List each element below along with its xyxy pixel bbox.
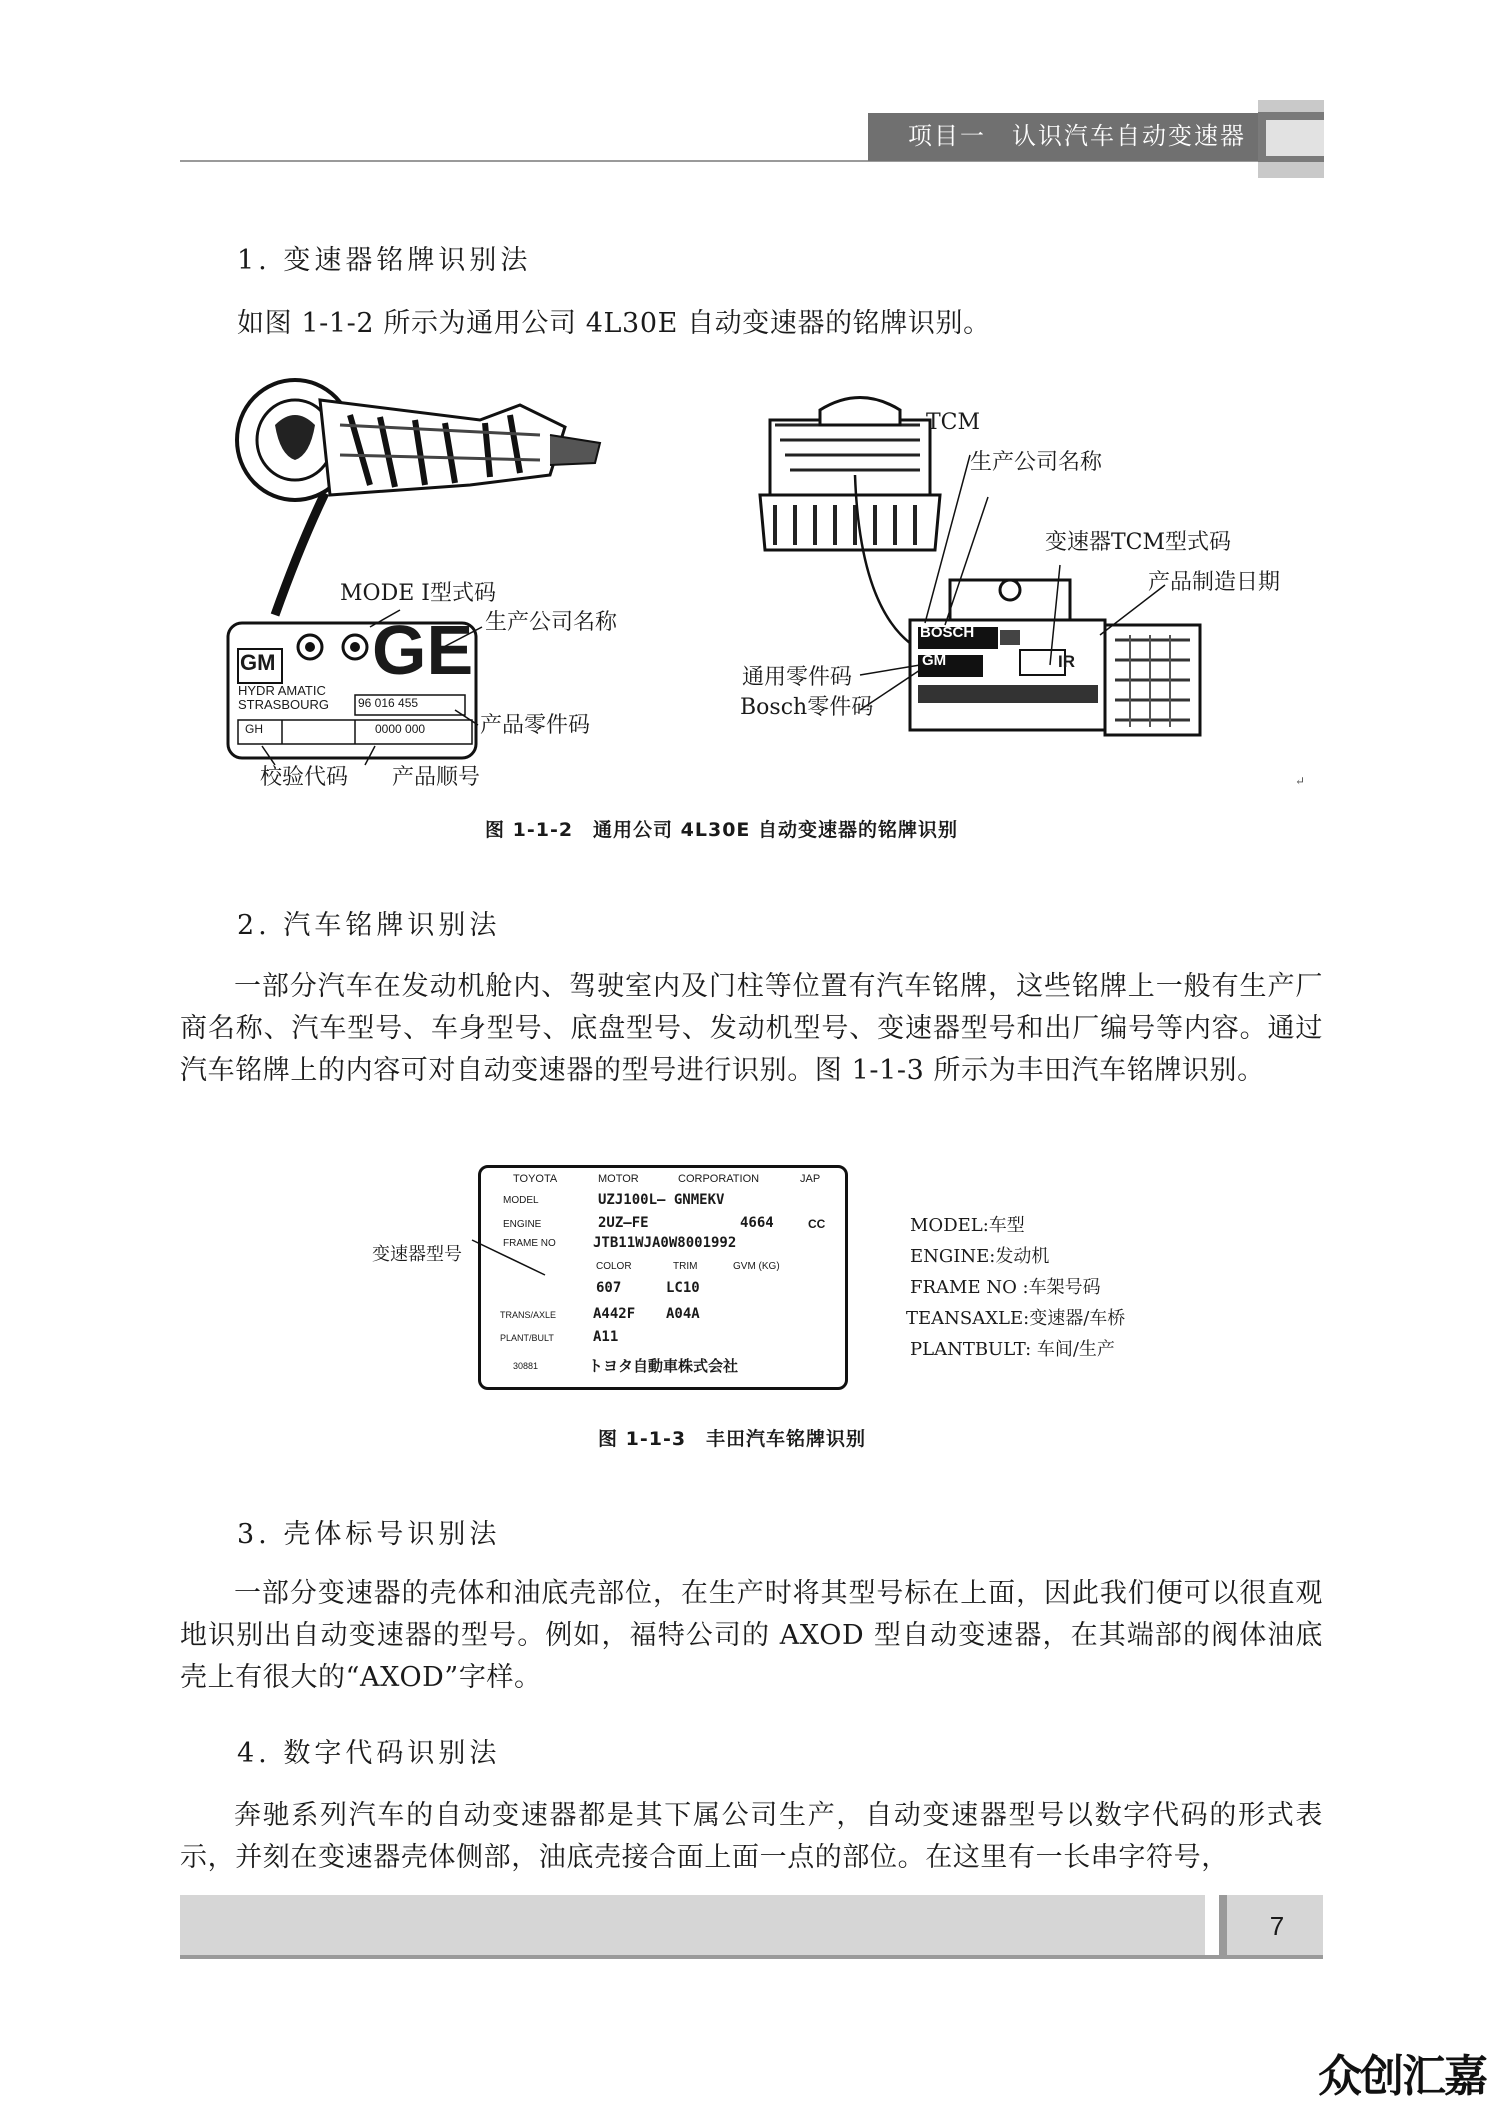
plate-model-label: MODEL — [503, 1195, 539, 1206]
footer-bar — [180, 1895, 1323, 1958]
plate-cc: CC — [808, 1217, 826, 1231]
section-2-paragraph: 一部分汽车在发动机舱内、驾驶室内及门柱等位置有汽车铭牌，这些铭牌上一般有生产厂商名称、汽车型号、车身型号、底盘型号、发动机型号、变速器型号和出厂编号等内容。通过汽车铭牌上的内容可对自动变速器的型号进行识别。图 1-1-3 所示为丰田汽车铭牌识别。 — [180, 971, 1323, 1086]
legend-frame: FRAME NO :车架号码 — [910, 1277, 1101, 1298]
section-3-heading: 3. 壳体标号识别法 — [237, 1519, 501, 1550]
plate-frame-label: FRAME NO — [503, 1238, 556, 1249]
footer-rule — [180, 1955, 1323, 1959]
label-part-no: 产品零件码 — [480, 713, 591, 738]
bosch-gm-mark: GM — [922, 652, 947, 669]
plate-trim-value: LC10 — [666, 1280, 700, 1296]
plate-trim-label: TRIM — [673, 1261, 698, 1272]
bosch-ir-mark: IR — [1058, 652, 1075, 671]
label-maker-right: 生产公司名称 — [970, 450, 1103, 475]
plate-engine-value: 2UZ–FE — [598, 1215, 649, 1231]
plate-number: 96 016 455 — [358, 696, 419, 710]
figure-2-legend — [906, 1210, 1126, 1365]
gm-logo: GM — [240, 650, 276, 675]
plate-trans-value-1: A442F — [593, 1306, 636, 1322]
plate-frame-value: JTB11WJA0W8001992 — [593, 1235, 737, 1251]
section-4-heading: 4. 数字代码识别法 — [237, 1738, 501, 1769]
bosch-module-illustration — [910, 580, 1200, 735]
label-transmission-model: 变速器型号 — [372, 1244, 462, 1265]
transmission-illustration — [237, 380, 600, 500]
legend-engine: ENGINE:发动机 — [910, 1246, 1050, 1267]
plate-footer-code: 30881 — [513, 1361, 539, 1371]
section-1-heading: 1. 变速器铭牌识别法 — [237, 245, 532, 276]
label-check-code: 校验代码 — [260, 765, 349, 790]
watermark-logo: 众创汇嘉 — [1318, 2051, 1486, 2102]
plate-model-value: UZJ100L– GNMEKV — [598, 1192, 725, 1208]
legend-plant: PLANTBULT: 车间/生产 — [910, 1339, 1115, 1360]
label-tcm: TCM — [926, 410, 981, 435]
footer-accent — [1219, 1895, 1227, 1958]
plate-plant-value: A11 — [593, 1329, 619, 1345]
ge-logo: GE — [372, 611, 474, 689]
legend-model: MODEL:车型 — [910, 1215, 1025, 1236]
bosch-logo: BOSCH — [920, 624, 975, 641]
toyota-plate-content — [478, 1165, 848, 1390]
svg-text:↵: ↵ — [1295, 774, 1306, 788]
plate-color-value: 607 — [596, 1280, 622, 1296]
section-1-paragraph: 如图 1-1-2 所示为通用公司 4L30E 自动变速器的铭牌识别。 — [237, 308, 991, 339]
plate-corporation: CORPORATION — [678, 1173, 760, 1185]
plate-color-label: COLOR — [596, 1261, 632, 1272]
plate-line-1: HYDR AMATIC — [238, 683, 326, 698]
page-number: 7 — [1269, 1911, 1285, 1941]
label-model-code: MODE I型式码 — [340, 581, 496, 606]
legend-transaxle: TEANSAXLE:变速器/车桥 — [906, 1308, 1126, 1329]
label-date: 产品制造日期 — [1148, 570, 1281, 595]
plate-code: GH — [245, 722, 263, 736]
header-decoration — [1258, 100, 1324, 178]
section-4-paragraph: 奔驰系列汽车的自动变速器都是其下属公司生产，自动变速器型号以数字代码的形式表示，并刻在变速器壳体侧部，油底壳接合面上面一点的部位。在这里有一长串字符号， — [180, 1800, 1323, 1873]
label-serial-no: 产品顺号 — [392, 765, 481, 790]
figure-2-caption: 图 1-1-3 丰田汽车铭牌识别 — [598, 1428, 867, 1450]
plate-trans-label: TRANS/AXLE — [500, 1310, 557, 1320]
section-2-heading: 2. 汽车铭牌识别法 — [237, 910, 501, 941]
label-tcm-model: 变速器TCM型式码 — [1045, 530, 1232, 555]
plate-footer-maker: トヨタ自動車株式会社 — [588, 1357, 739, 1375]
plate-gvm-label: GVM (KG) — [733, 1261, 780, 1272]
label-gm-part: 通用零件码 — [742, 665, 853, 690]
footer-gap — [1205, 1895, 1219, 1958]
plate-engine-label: ENGINE — [503, 1219, 542, 1230]
header-title: 项目一 认识汽车自动变速器 — [868, 113, 1258, 161]
plate-serial: 0000 000 — [375, 722, 426, 736]
label-bosch-part: Bosch零件码 — [740, 695, 874, 720]
label-maker-left: 生产公司名称 — [485, 610, 618, 635]
plate-motor: MOTOR — [598, 1173, 639, 1185]
plate-plant-label: PLANT/BULT — [500, 1333, 554, 1343]
plate-engine-cc: 4664 — [740, 1215, 774, 1231]
section-3-paragraph: 一部分变速器的壳体和油底壳部位，在生产时将其型号标在上面，因此我们便可以很直观地识别出自动变速器的型号。例如，福特公司的 AXOD 型自动变速器，在其端部的阀体油底壳上有很大的“AXOD”字样。 — [180, 1578, 1323, 1693]
tcm-module-illustration — [760, 398, 940, 551]
plate-toyota: TOYOTA — [513, 1173, 558, 1185]
plate-jap: JAP — [800, 1173, 821, 1185]
plate-line-2: STRASBOURG — [238, 697, 330, 712]
figure-1-caption: 图 1-1-2 通用公司 4L30E 自动变速器的铭牌识别 — [485, 819, 959, 841]
plate-trans-value-2: A04A — [666, 1306, 700, 1322]
